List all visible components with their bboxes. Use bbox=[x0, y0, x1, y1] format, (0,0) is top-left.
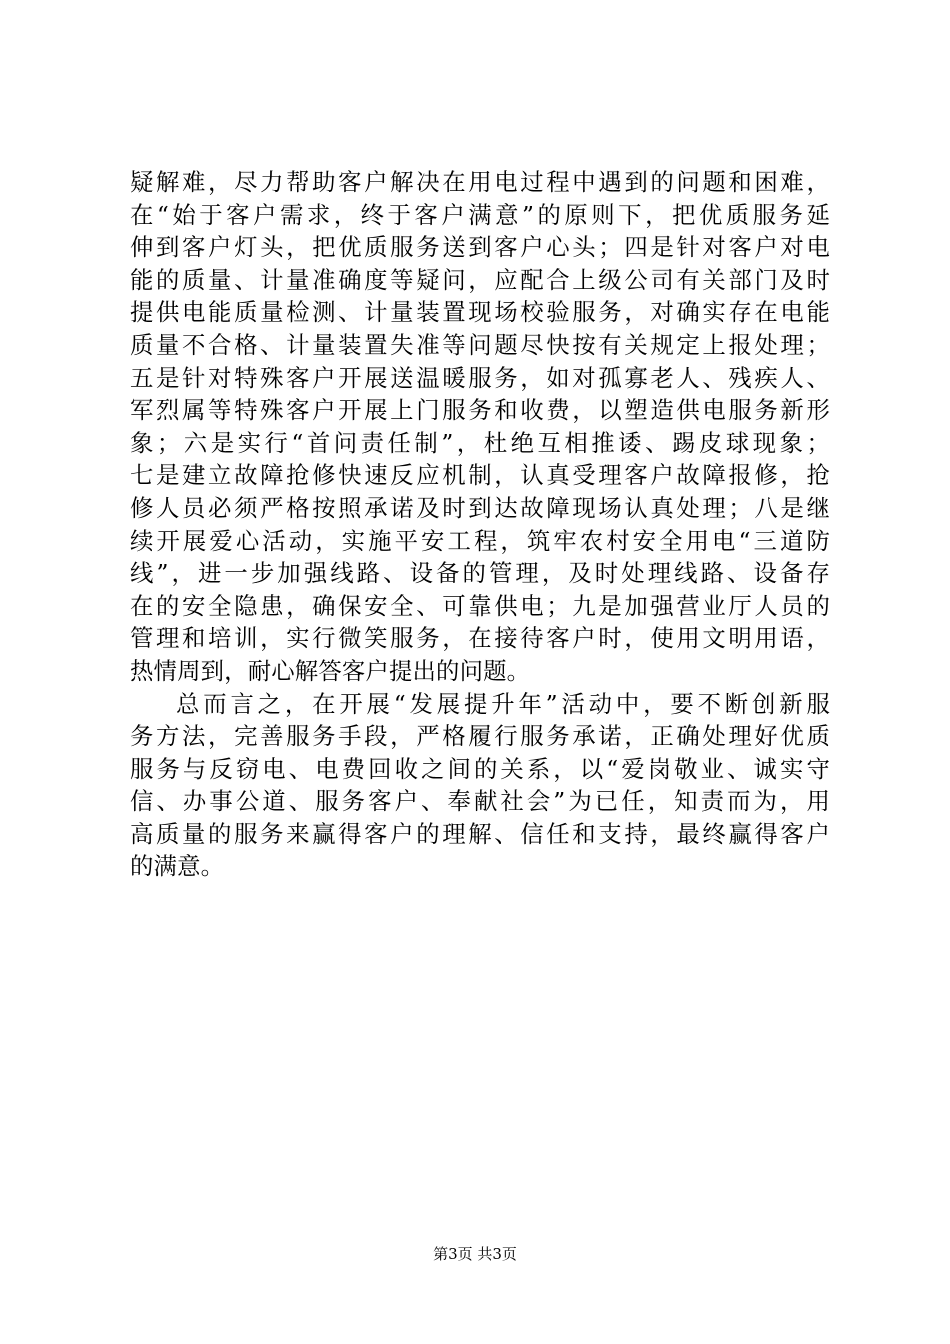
text-line: 的满意。 bbox=[130, 852, 225, 881]
text-line: 提供电能质量检测、计量装置现场校验服务，对确实存在电能 bbox=[130, 298, 830, 327]
text-line: 续开展爱心活动，实施平安工程，筑牢农村安全用电“三道防 bbox=[130, 526, 830, 555]
text-line: 在的安全隐患，确保安全、可靠供电；九是加强营业厅人员的 bbox=[130, 591, 830, 620]
text-line: 军烈属等特殊客户开展上门服务和收费，以塑造供电服务新形 bbox=[130, 396, 830, 425]
text-line: 总而言之，在开展“发展提升年”活动中，要不断创新服 bbox=[176, 689, 830, 718]
text-line: 热情周到，耐心解答客户提出的问题。 bbox=[130, 656, 531, 685]
text-line: 伸到客户灯头，把优质服务送到客户心头；四是针对客户对电 bbox=[130, 233, 830, 262]
text-line: 在“始于客户需求，终于客户满意”的原则下，把优质服务延 bbox=[130, 200, 830, 229]
text-line: 高质量的服务来赢得客户的理解、信任和支持，最终赢得客户 bbox=[130, 819, 830, 848]
text-line: 管理和培训，实行微笑服务，在接待客户时，使用文明用语， bbox=[130, 624, 830, 653]
text-line: 象；六是实行“首问责任制”，杜绝互相推诿、踢皮球现象； bbox=[130, 428, 830, 457]
text-line: 线”，进一步加强线路、设备的管理，及时处理线路、设备存 bbox=[130, 559, 830, 588]
text-line: 务方法，完善服务手段，严格履行服务承诺，正确处理好优质 bbox=[130, 722, 830, 751]
body-text bbox=[130, 166, 830, 883]
text-line: 服务与反窃电、电费回收之间的关系，以“爱岗敬业、诚实守 bbox=[130, 754, 830, 783]
text-line: 修人员必须严格按照承诺及时到达故障现场认真处理；八是继 bbox=[130, 493, 830, 522]
text-line: 七是建立故障抢修快速反应机制，认真受理客户故障报修，抢 bbox=[130, 461, 830, 490]
page-number-footer: 第3页 共3页 bbox=[433, 1245, 517, 1263]
text-line: 信、办事公道、服务客户、奉献社会”为已任，知责而为，用 bbox=[130, 787, 830, 816]
text-line: 五是针对特殊客户开展送温暖服务，如对孤寡老人、残疾人、 bbox=[130, 363, 830, 392]
text-line: 疑解难，尽力帮助客户解决在用电过程中遇到的问题和困难， bbox=[130, 168, 830, 196]
text-line: 能的质量、计量准确度等疑问，应配合上级公司有关部门及时 bbox=[130, 265, 830, 294]
text-line: 质量不合格、计量装置失准等问题尽快按有关规定上报处理； bbox=[130, 330, 830, 359]
